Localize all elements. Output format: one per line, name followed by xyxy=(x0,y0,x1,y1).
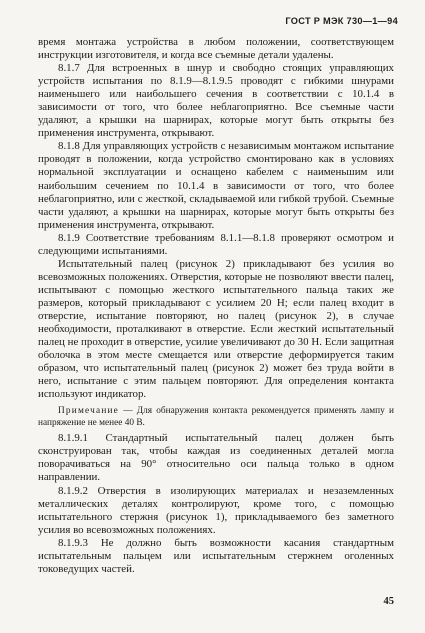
paragraph-8-1-9-1: 8.1.9.1 Стандартный испытательный палец должен быть сконструирован так, чтобы каждая из соединенных деталей могла поворачиваться на 90° относительно оси пальца только в одном направлении. xyxy=(38,432,394,484)
body-text-continued xyxy=(38,432,394,576)
body-text xyxy=(38,36,394,401)
note-label: Примечание xyxy=(58,406,119,417)
paragraph-8-1-9-2: 8.1.9.2 Отверстия в изолирующих материалах и незаземленных металлических деталях контролируют, кроме того, с помощью испытательного стержня (рисунок 1), прикладываемого без заметного усилия во всевозможных положениях. xyxy=(38,484,394,536)
note-text: — Для обнаружения контакта рекомендуется применять лампу и напряжение не менее 40 В. xyxy=(38,406,394,429)
paragraph-8-1-8: 8.1.8 Для управляющих устройств с независимым монтажом испытание проводят в положении, когда устройство смонтировано как в условиях нормальной эксплуатации и оснащено кабелем с наименьшим или наибольшим сечением по 10.1.4 в зависимости от того, что более неблагоприятно, или с жесткой, складываемой или гибкой трубой. Съемные части удаляют, а крышки на шарнирах, которые могут быть открыты без применения инструмента, открывают. xyxy=(38,140,394,231)
paragraph-continuation: время монтажа устройства в любом положении, соответствующем инструкции изготовителя, и когда все съемные детали удалены. xyxy=(38,36,394,62)
page-number: 45 xyxy=(383,596,394,607)
paragraph-test-finger: Испытательный палец (рисунок 2) прикладывают без усилия во всевозможных положениях. Отверстия, которые не позволяют ввести палец, испытывают с помощью жесткого испытательного пальца таких же размеров, который прикладывают с усилием 20 Н; если палец входит в отверстие, испытание повторяют, но палец (рисунок 2), в случае необходимости, проталкивают в отверстие. Если жесткий испытательный палец не проходит в отверстие, усилие увеличивают до 30 Н. Если защитная оболочка в этом месте смещается или отверстие деформируется таким образом, что испытательный палец (рисунок 2) может без труда войти в него, испытание с этим пальцем повторяют. Для определения контакта используют индикатор. xyxy=(38,257,394,401)
page-header-standard-code: ГОСТ Р МЭК 730—1—94 xyxy=(285,16,398,26)
note xyxy=(38,405,394,429)
paragraph-8-1-9: 8.1.9 Соответствие требованиям 8.1.1—8.1.8 проверяют осмотром и следующими испытаниями. xyxy=(38,231,394,257)
paragraph-8-1-9-3: 8.1.9.3 Не должно быть возможности касания стандартным испытательным пальцем или испытательным стержнем оголенных токоведущих частей. xyxy=(38,536,394,575)
paragraph-8-1-7: 8.1.7 Для встроенных в шнур и свободно стоящих управляющих устройств испытания по 8.1.9—8.1.9.5 проводят с гибкими шнурами наименьшего или наибольшего сечения в соответствии с 10.1.4 в зависимости от того, что более неблагоприятно. Все съемные части удаляют, а крышки на шарнирах, которые могут быть открыты без применения инструмента, открывают. xyxy=(38,62,394,140)
